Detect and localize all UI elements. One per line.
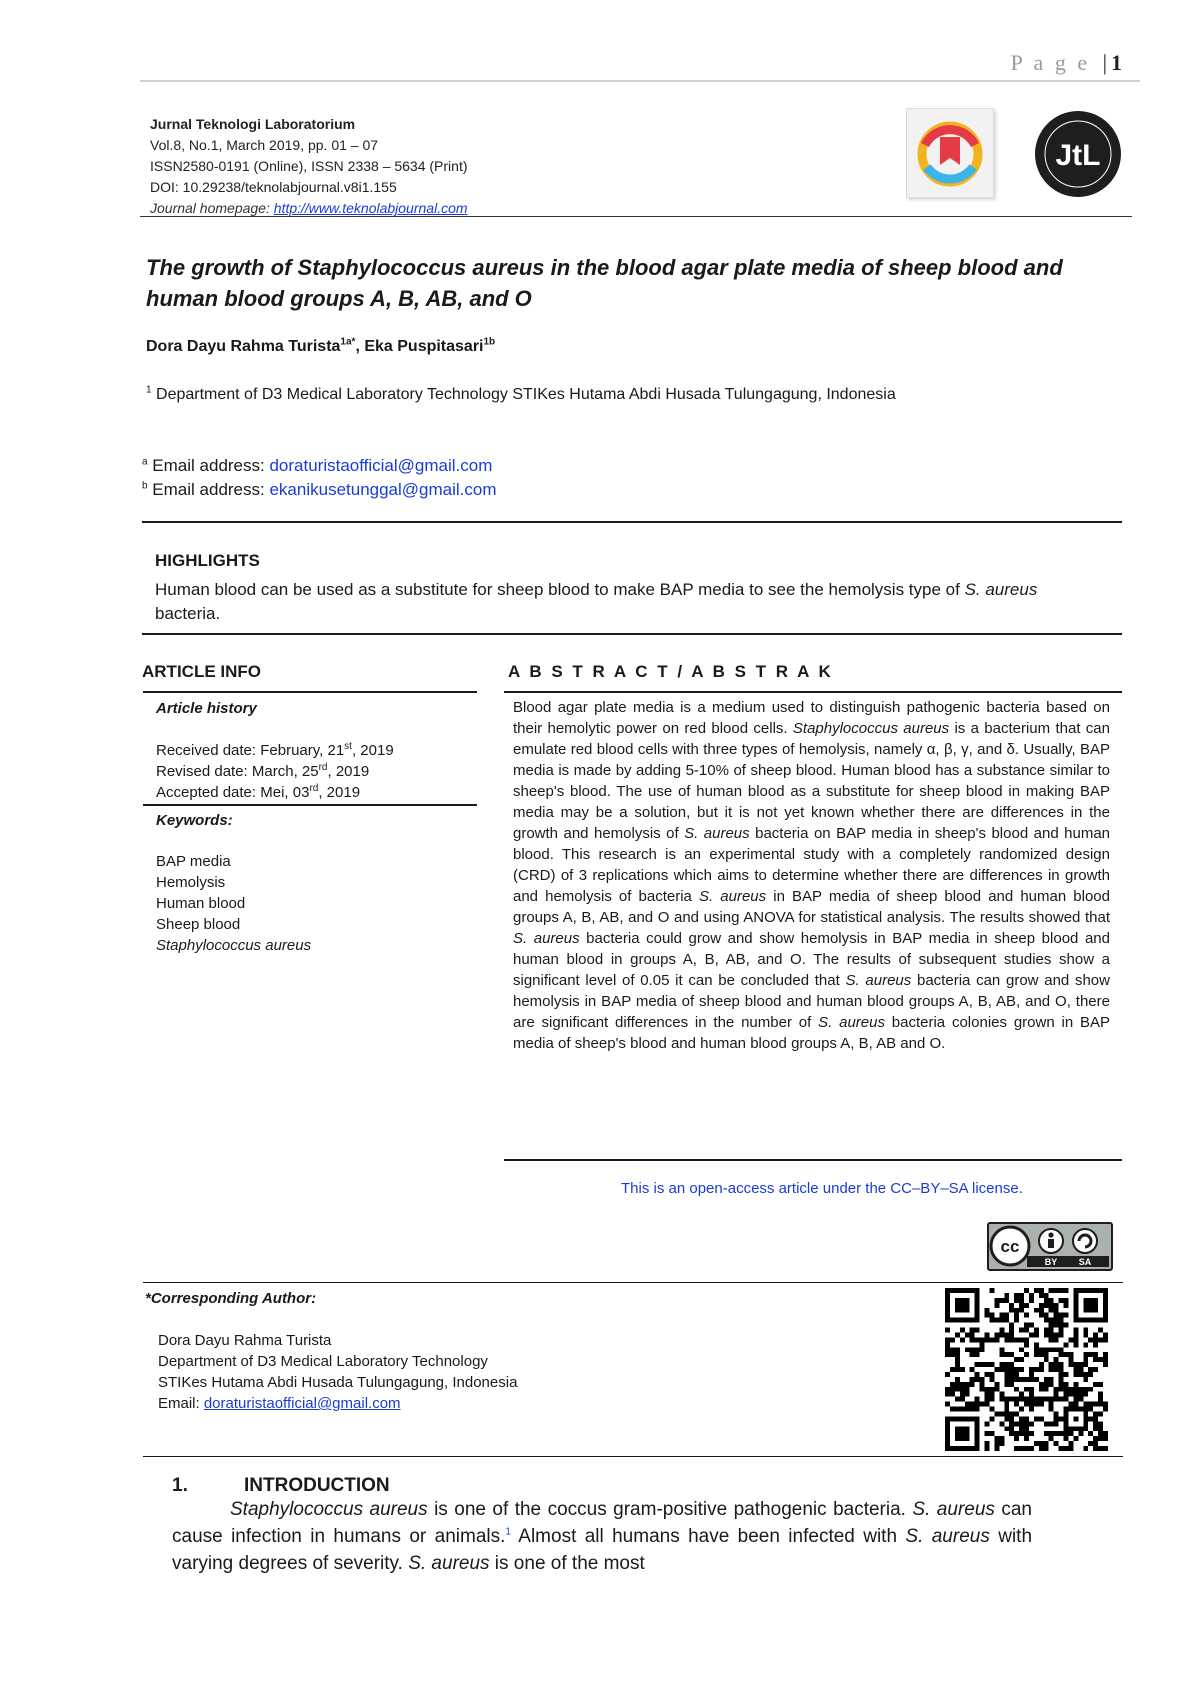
abstract-text: Blood agar plate media is a medium used to distinguish pathogenic bacteria based on their hemolytic power on red blood cells. Staphylococcus aureus is a bacterium that can emulate red blood cells with three types of hemolysis, namely α, β, γ, and δ. Usually, BAP media is made by adding 5-10% of sheep blood. Human blood has a substance similar to sheep's blood. The use of human blood as a substitute for sheep blood in making BAP media may be a solution, but it is not yet known whether there are differences in the growth and hemolysis of S. aureus bacteria on BAP media in sheep's blood and human blood. This research is an experimental study with a completely randomized design (CRD) of 3 replications which aims to determine whether there are differences in growth and hemolysis of bacteria S. aureus in BAP media of sheep blood and human blood groups A, B, AB, and O and using ANOVA for statistical analysis. The results showed that S. aureus bacteria could grow and show hemolysis in BAP media in sheep blood and human blood in groups A, B, AB, and O. The results of subsequent studies show a significant level of 0.05 it can be concluded that S. aureus bacteria can grow and show hemolysis in BAP media of sheep blood and human blood groups A, B, AB, and O, there are significant differences in the number of S. aureus bacteria colonies grown in BAP media of sheep's blood and human blood groups A, B, AB and O. bbox=[513, 699, 1110, 1052]
qr-code[interactable] bbox=[945, 1288, 1108, 1451]
corresponding-email: Email: doraturistaofficial@gmail.com bbox=[158, 1395, 401, 1412]
svg-text:BY: BY bbox=[1044, 1257, 1058, 1267]
email-a: $^a$ Email address: doraturistaofficial@gmail.com bbox=[142, 456, 493, 475]
email-a-link[interactable]: doraturistaofficial@gmail.com bbox=[269, 456, 493, 475]
qr-code-icon bbox=[945, 1288, 1108, 1451]
journal-logo-text: JtL bbox=[1055, 139, 1101, 172]
introduction-text: Staphylococcus aureus is one of the coccus gram-positive pathogenic bacteria. S. aureus can cause infection in humans or animals.$^1$ Almost all humans have been infected with S. aureus with varying degrees of severity. S. aureus is one of the most bbox=[172, 1499, 1033, 1574]
crossmark-logo[interactable] bbox=[906, 108, 994, 198]
journal-doi: DOI: 10.29238/teknolabjournal.v8i1.155 bbox=[150, 179, 397, 195]
keyword-item: Hemolysis bbox=[156, 874, 226, 891]
accepted-date: Accepted date: Mei, 03rd, 2019 bbox=[156, 783, 361, 801]
homepage-link[interactable]: http://www.teknolabjournal.com bbox=[273, 200, 468, 216]
journal-name: Jurnal Teknologi Laboratorium bbox=[150, 116, 356, 132]
page-number: P a g e | 1 bbox=[1010, 50, 1122, 75]
highlights-title: HIGHLIGHTS bbox=[155, 551, 260, 570]
svg-text:cc: cc bbox=[1000, 1237, 1020, 1256]
article-info-rule bbox=[143, 691, 477, 693]
corresponding-name: Dora Dayu Rahma Turista bbox=[158, 1332, 332, 1349]
license-text[interactable]: This is an open-access article under the CC–BY–SA license. bbox=[621, 1180, 1023, 1197]
corresponding-dept: Department of D3 Medical Laboratory Technology bbox=[158, 1353, 488, 1370]
author-name: Dora Dayu Rahma Turista bbox=[146, 338, 341, 355]
journal-logo bbox=[1034, 110, 1122, 198]
svg-text:SA: SA bbox=[1078, 1257, 1092, 1267]
abstract-heading: A B S T R A C T / A B S T R A K bbox=[508, 662, 834, 681]
keyword-item: Human blood bbox=[156, 895, 246, 912]
keyword-item: Sheep blood bbox=[156, 916, 241, 933]
cc-by-sa-badge[interactable] bbox=[987, 1222, 1113, 1271]
header-rule bbox=[140, 80, 1140, 82]
keyword-item: BAP media bbox=[156, 853, 231, 870]
affiliation: $^1$ Department of D3 Medical Laboratory Technology STIKes Hutama Abdi Husada Tulungagung, Indonesia bbox=[146, 384, 896, 403]
journal-rule bbox=[140, 216, 1132, 217]
keywords-label: Keywords: bbox=[156, 812, 233, 829]
author-name: Eka Puspitasari bbox=[364, 338, 484, 355]
keywords-rule bbox=[143, 804, 477, 806]
author-list: Dora Dayu Rahma Turista$^{1a*}$, Eka Puspitasari$^{1b}$ bbox=[146, 336, 496, 355]
highlights-bottom-rule bbox=[142, 633, 1122, 635]
highlights-text: Human blood can be used as a substitute for sheep blood to make BAP media to see the hemolysis type of S. aureus bacteria. bbox=[155, 580, 1038, 623]
received-date: Received date: February, 21st, 2019 bbox=[156, 741, 394, 759]
journal-seal-icon bbox=[1034, 110, 1122, 198]
corresponding-bottom-rule bbox=[143, 1456, 1123, 1457]
journal-info bbox=[150, 114, 468, 219]
journal-homepage: Journal homepage: http://www.teknolabjournal.com bbox=[150, 200, 468, 216]
crossmark-icon bbox=[907, 109, 993, 197]
corresponding-email-link[interactable]: doraturistaofficial@gmail.com bbox=[203, 1395, 401, 1412]
revised-date: Revised date: March, 25rd, 2019 bbox=[156, 762, 370, 780]
section-heading: 1. INTRODUCTION bbox=[172, 1475, 390, 1496]
article-history-label: Article history bbox=[156, 700, 257, 717]
abstract-top-rule bbox=[504, 691, 1122, 693]
corresponding-label: *Corresponding Author: bbox=[145, 1290, 317, 1307]
corresponding-top-rule bbox=[143, 1282, 1123, 1283]
corresponding-inst: STIKes Hutama Abdi Husada Tulungagung, Indonesia bbox=[158, 1374, 518, 1391]
journal-issn: ISSN2580-0191 (Online), ISSN 2338 – 5634 (Print) bbox=[150, 158, 468, 174]
highlights-top-rule bbox=[142, 521, 1122, 523]
article-info-heading: ARTICLE INFO bbox=[142, 662, 261, 681]
email-b: $^b$ Email address: ekanikusetunggal@gmail.com bbox=[142, 480, 497, 499]
article-title: The growth of Staphylococcus aureus in the blood agar plate media of sheep blood and human blood groups A, B, AB, and O bbox=[146, 255, 1063, 311]
cc-icon bbox=[989, 1224, 1111, 1269]
journal-volume: Vol.8, No.1, March 2019, pp. 01 – 07 bbox=[150, 137, 379, 153]
keyword-item: Staphylococcus aureus bbox=[156, 937, 312, 954]
abstract-bottom-rule bbox=[504, 1159, 1122, 1161]
email-b-link[interactable]: ekanikusetunggal@gmail.com bbox=[269, 480, 497, 499]
